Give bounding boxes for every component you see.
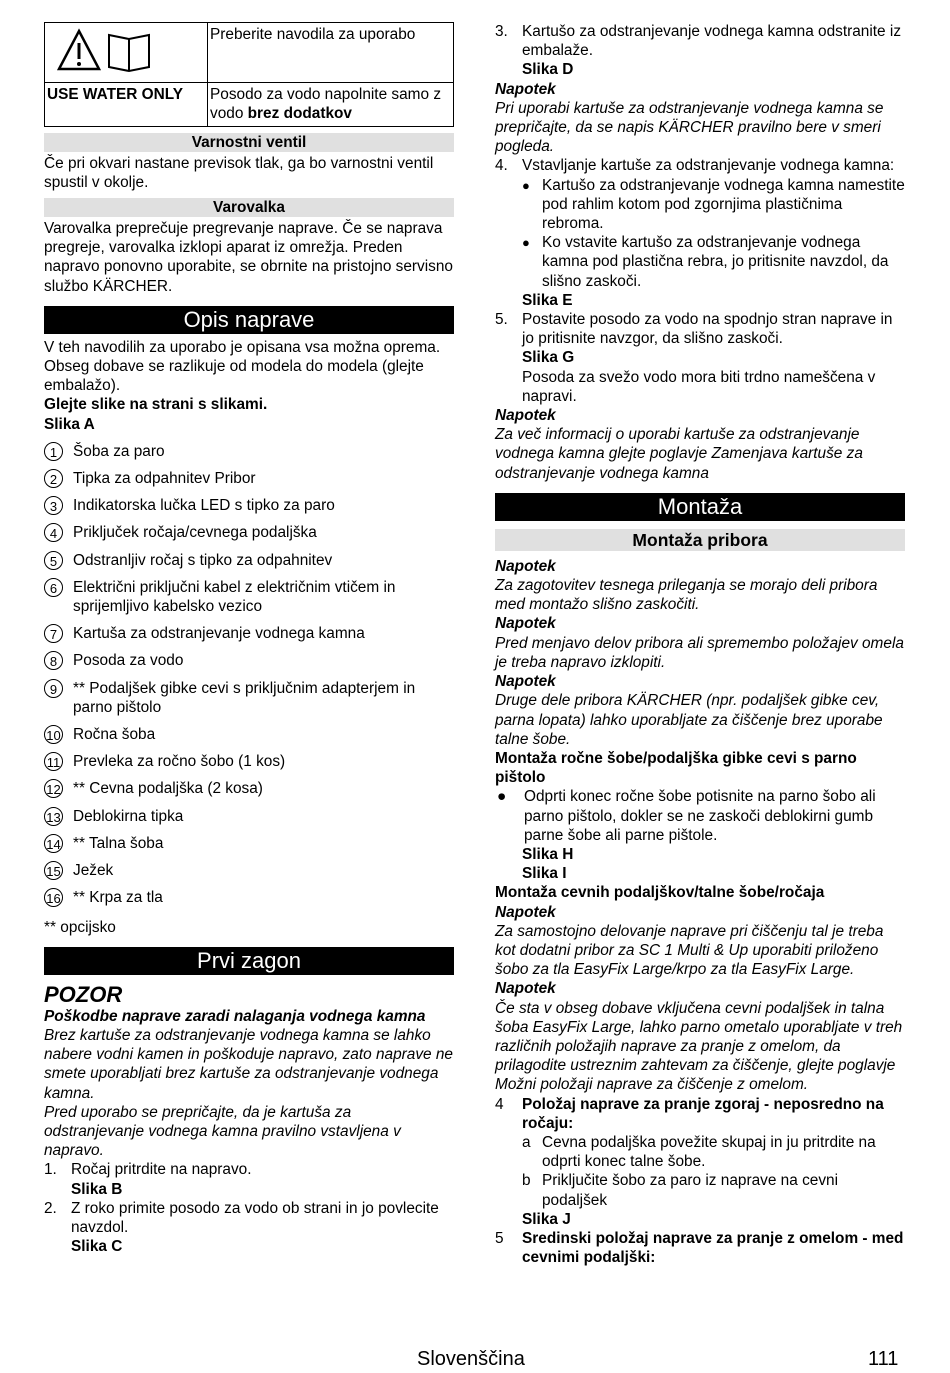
part-label: Priključek ročaja/cevnega podaljška bbox=[73, 524, 317, 542]
part-number-circle: 6 bbox=[44, 578, 63, 597]
part-label: Ježek bbox=[73, 862, 114, 880]
step-2-figure: Slika C bbox=[71, 1238, 123, 1256]
step-4-text: Vstavljanje kartuše za odstranjevanje vodnega kamna: bbox=[522, 157, 895, 175]
varnostni-ventil-text: Če pri okvari nastane previsok tlak, ga bo varnostni ventil spustil v okolje. bbox=[44, 154, 434, 191]
position-4-number: 4 bbox=[495, 1095, 504, 1113]
opis-see-images: Glejte slike na strani s slikami. bbox=[44, 396, 268, 414]
part-label: Prevleka za ročno šobo (1 kos) bbox=[73, 753, 286, 771]
step-5-text: Postavite posodo za vodo na spodnjo stran naprave in jo pritisnite navzgor, da slišno zaskoči. bbox=[522, 311, 893, 348]
rocna-soba-heading: Montaža ročne šobe/podaljška gibke cevi s parno pištolo bbox=[495, 749, 857, 787]
step-4-bullet-2 bbox=[495, 233, 905, 291]
part-label: Šoba za paro bbox=[73, 442, 165, 460]
step-5: 5. Postavite posodo za vodo na spodnjo stran naprave in jo pritisnite navzgor, da slišno zaskoči. bbox=[495, 310, 905, 348]
parts-list-item bbox=[44, 779, 454, 798]
position-5-title: Sredinski položaj naprave za pranje z omelom - med cevnimi podaljški: bbox=[522, 1229, 904, 1267]
step-3: 3. Kartušo za odstranjevanje vodnega kamna odstranite iz embalaže. bbox=[495, 22, 905, 60]
montaza-heading: Montaža bbox=[495, 493, 905, 521]
parts-list-item bbox=[44, 624, 454, 643]
montaza-note-1: Za zagotovitev tesnega prileganja se morajo deli pribora med montažo slišno zaskočiti. bbox=[495, 577, 878, 614]
part-label: Odstranljiv ročaj s tipko za odpahnitev bbox=[73, 551, 333, 569]
part-number-circle: 3 bbox=[44, 496, 63, 515]
position-5 bbox=[495, 1229, 905, 1267]
rocna-figure-i: Slika I bbox=[522, 865, 567, 883]
part-number-circle: 13 bbox=[44, 807, 63, 826]
parts-list-item bbox=[44, 523, 454, 542]
montaza-note-2: Pred menjavo delov pribora ali spremembo položajev omela je treba napravo izklopiti. bbox=[495, 634, 904, 671]
step-3-text: Kartušo za odstranjevanje vodnega kamna odstranite iz embalaže. bbox=[522, 23, 902, 60]
part-label: Indikatorska lučka LED s tipko za paro bbox=[73, 497, 335, 515]
part-number-circle: 1 bbox=[44, 442, 63, 461]
step-4: 4. Vstavljanje kartuše za odstranjevanje vodnega kamna: bbox=[495, 156, 905, 175]
rocna-figure-h: Slika H bbox=[522, 845, 574, 863]
step-4-bullet-2-text: Ko vstavite kartušo za odstranjevanje vodnega kamna pod plastična rebra, jo pritisnite navzdol, da slišno zaskoči. bbox=[542, 234, 889, 290]
step-1: 1. Ročaj pritrdite na napravo. bbox=[44, 1160, 454, 1179]
rocna-soba-bullet-text: Odprti konec ročne šobe potisnite na parno šobo ali parno pištolo, dokler se ne zaskoči deblokirni gumb parne šobe ali parne pištole. bbox=[524, 788, 876, 844]
parts-list-item bbox=[44, 861, 454, 880]
position-4 bbox=[495, 1095, 905, 1133]
warning-row-manual bbox=[45, 23, 454, 83]
position-5-number: 5 bbox=[495, 1229, 504, 1247]
parts-list-item bbox=[44, 651, 454, 670]
left-column bbox=[44, 22, 454, 1256]
step-4-figure: Slika E bbox=[522, 291, 573, 309]
napotek-label: Napotek bbox=[495, 407, 556, 425]
montaza-note-5: Če sta v obseg dobave vključena cevni podaljšek in talna šoba EasyFix Large, lahko parno ometalo uporabljate v treh različnih položajih naprave za pranje z omelom, da prilagodite ustreznim zahtevam za čiščenje, glejte poglavje Možni položaji naprave za čiščenje z omelom. bbox=[495, 999, 903, 1094]
napotek-label: Napotek bbox=[495, 80, 556, 98]
footer-page-number: 111 bbox=[868, 1348, 899, 1370]
montaza-pribora-heading: Montaža pribora bbox=[495, 529, 905, 551]
napotek-note-2: Za več informacij o uporabi kartuše za odstranjevanje vodnega kamna glejte poglavje Zamenjava kartuše za odstranjevanje vodnega kamna bbox=[495, 426, 863, 482]
part-number-circle: 9 bbox=[44, 679, 63, 698]
napotek-note-1: Pri uporabi kartuše za odstranjevanje vodnega kamna se prepričajte, da se napis KÄRCHER pravilno bere v smeri pogleda. bbox=[495, 99, 884, 156]
part-label: Posoda za vodo bbox=[73, 652, 184, 670]
opis-footnote: ** opcijsko bbox=[44, 918, 116, 936]
napotek-label: Napotek bbox=[495, 615, 556, 633]
part-number-circle: 8 bbox=[44, 651, 63, 670]
part-label: Kartuša za odstranjevanje vodnega kamna bbox=[73, 625, 365, 643]
opis-figure-a: Slika A bbox=[44, 415, 95, 433]
bullet-dot-icon: ● bbox=[497, 788, 507, 806]
position-4-a-text: Cevna podaljška povežite skupaj in ju pritrdite na odprti konec talne šobe. bbox=[542, 1133, 876, 1171]
parts-list-item bbox=[44, 551, 454, 570]
part-label: ** Podaljšek gibke cevi s priključnim adapterjem in parno pištolo bbox=[73, 679, 416, 716]
parts-list-item bbox=[44, 469, 454, 488]
parts-list-item bbox=[44, 442, 454, 461]
right-column bbox=[495, 22, 905, 1267]
parts-list-item bbox=[44, 496, 454, 515]
pozor-warning-title: Poškodbe naprave zaradi nalaganja vodnega kamna bbox=[44, 1007, 426, 1025]
use-water-only-label: USE WATER ONLY bbox=[45, 83, 208, 126]
cevnih-podaljskov-heading: Montaža cevnih podaljškov/talne šobe/ročaja bbox=[495, 884, 825, 902]
varnostni-ventil-heading: Varnostni ventil bbox=[44, 133, 454, 152]
varovalka-heading: Varovalka bbox=[44, 198, 454, 217]
part-label: Deblokirna tipka bbox=[73, 807, 184, 825]
part-label: Tipka za odpahnitev Pribor bbox=[73, 470, 256, 488]
step-1-figure: Slika B bbox=[71, 1180, 123, 1198]
part-number-circle: 16 bbox=[44, 888, 63, 907]
position-4-title: Položaj naprave za pranje zgoraj - neposredno na ročaju: bbox=[522, 1095, 884, 1132]
warning-water-text-a: Posodo za vodo napolnite samo z vodo bbox=[210, 86, 442, 123]
pozor-heading: POZOR bbox=[44, 981, 123, 1007]
part-number-circle: 2 bbox=[44, 469, 63, 488]
warning-water-text bbox=[208, 83, 454, 126]
footer-language: Slovenščina bbox=[417, 1348, 525, 1370]
napotek-label: Napotek bbox=[495, 980, 556, 998]
part-number-circle: 5 bbox=[44, 551, 63, 570]
montaza-note-3: Druge dele pribora KÄRCHER (npr. podaljšek gibke cev, parna lopata) lahko uporabljate za čiščenje brez uporabe talne šobe. bbox=[495, 692, 883, 748]
position-4-a: a Cevna podaljška povežite skupaj in ju pritrdite na odprti konec talne šobe. bbox=[495, 1133, 905, 1171]
montaza-note-4: Za samostojno delovanje naprave pri čiščenju tal je treba kot dodatni pribor za SC 1 Multi & Up uporabiti priloženo šobo za tla EasyFix Large/krpo za tla EasyFix Large. bbox=[495, 922, 884, 979]
position-4-b: b Priključite šobo za paro iz naprave na cevni podaljšek bbox=[495, 1171, 905, 1209]
part-number-circle: 14 bbox=[44, 834, 63, 853]
step-5-figure: Slika G bbox=[522, 349, 575, 367]
opis-naprave-heading: Opis naprave bbox=[44, 306, 454, 334]
parts-list-item bbox=[44, 725, 454, 744]
pozor-warning-text1: Brez kartuše za odstranjevanje vodnega kamna se lahko nabere vodni kamen in poškoduje napravo, zato naprave ne smete uporabljati brez kartuše za odstranjevanje vodnega kamna. bbox=[44, 1026, 453, 1102]
prvi-zagon-heading: Prvi zagon bbox=[44, 947, 454, 975]
parts-list bbox=[44, 442, 454, 908]
napotek-label: Napotek bbox=[495, 673, 556, 691]
part-label: ** Cevna podaljška (2 kosa) bbox=[73, 780, 263, 798]
part-number-circle: 10 bbox=[44, 725, 63, 744]
part-number-circle: 7 bbox=[44, 624, 63, 643]
step-1-text: Ročaj pritrdite na napravo. bbox=[71, 1161, 252, 1179]
step-5-note: Posoda za svežo vodo mora biti trdno nameščena v napravi. bbox=[522, 368, 876, 405]
napotek-label: Napotek bbox=[495, 903, 556, 921]
rocna-soba-bullet bbox=[495, 787, 905, 845]
parts-list-item bbox=[44, 679, 454, 717]
part-label: Ročna šoba bbox=[73, 726, 156, 744]
opis-intro: V teh navodilih za uporabo je opisana vsa možna oprema. Obseg dobave se razlikuje od modela do modela (glejte embalažo). bbox=[44, 338, 441, 395]
varovalka-text: Varovalka preprečuje pregrevanje naprave. Če se naprava pregreje, varovalka izklopi aparat iz omrežja. Preden napravo ponovno uporabite, se obrnite na pristojno servisno službo KÄRCHER. bbox=[44, 220, 453, 295]
part-number-circle: 15 bbox=[44, 861, 63, 880]
bullet-dot-icon: ● bbox=[522, 177, 530, 193]
parts-list-item bbox=[44, 807, 454, 826]
part-label: Električni priključni kabel z električnim vtičem in sprijemljivo kabelsko vezico bbox=[73, 578, 396, 616]
part-label: ** Krpa za tla bbox=[73, 889, 163, 907]
pozor-warning-text2: Pred uporabo se prepričajte, da je kartuša za odstranjevanje vodnega kamna pravilno vstavljena v napravo. bbox=[44, 1103, 401, 1160]
step-2-text: Z roko primite posodo za vodo ob strani in jo povlecite navzdol. bbox=[71, 1199, 439, 1236]
part-label: ** Talna šoba bbox=[73, 834, 164, 852]
warning-icons-cell bbox=[45, 23, 208, 83]
napotek-label: Napotek bbox=[495, 557, 556, 575]
step-4-bullet-1 bbox=[495, 176, 905, 234]
warning-water-text-b: brez dodatkov bbox=[247, 105, 352, 123]
step-4-bullet-1-text: Kartušo za odstranjevanje vodnega kamna namestite pod rahlim kotom pod zgornjima plastičnima rebroma. bbox=[542, 176, 905, 233]
warning-row-water bbox=[45, 83, 454, 126]
warning-read-manual-text: Preberite navodila za uporabo bbox=[208, 23, 454, 83]
step-2: 2. Z roko primite posodo za vodo ob strani in jo povlecite navzdol. bbox=[44, 1199, 454, 1237]
part-number-circle: 12 bbox=[44, 779, 63, 798]
position-4-b-text: Priključite šobo za paro iz naprave na cevni podaljšek bbox=[542, 1172, 838, 1209]
part-number-circle: 4 bbox=[44, 523, 63, 542]
bullet-dot-icon: ● bbox=[522, 235, 530, 251]
parts-list-item bbox=[44, 834, 454, 853]
parts-list-item bbox=[44, 752, 454, 771]
parts-list-item bbox=[44, 578, 454, 616]
part-number-circle: 11 bbox=[44, 752, 63, 771]
warning-table bbox=[44, 22, 454, 127]
warning-triangle-and-book-icon bbox=[49, 27, 159, 73]
position-4-figure: Slika J bbox=[522, 1210, 571, 1228]
parts-list-item bbox=[44, 888, 454, 907]
step-3-figure: Slika D bbox=[522, 61, 574, 79]
